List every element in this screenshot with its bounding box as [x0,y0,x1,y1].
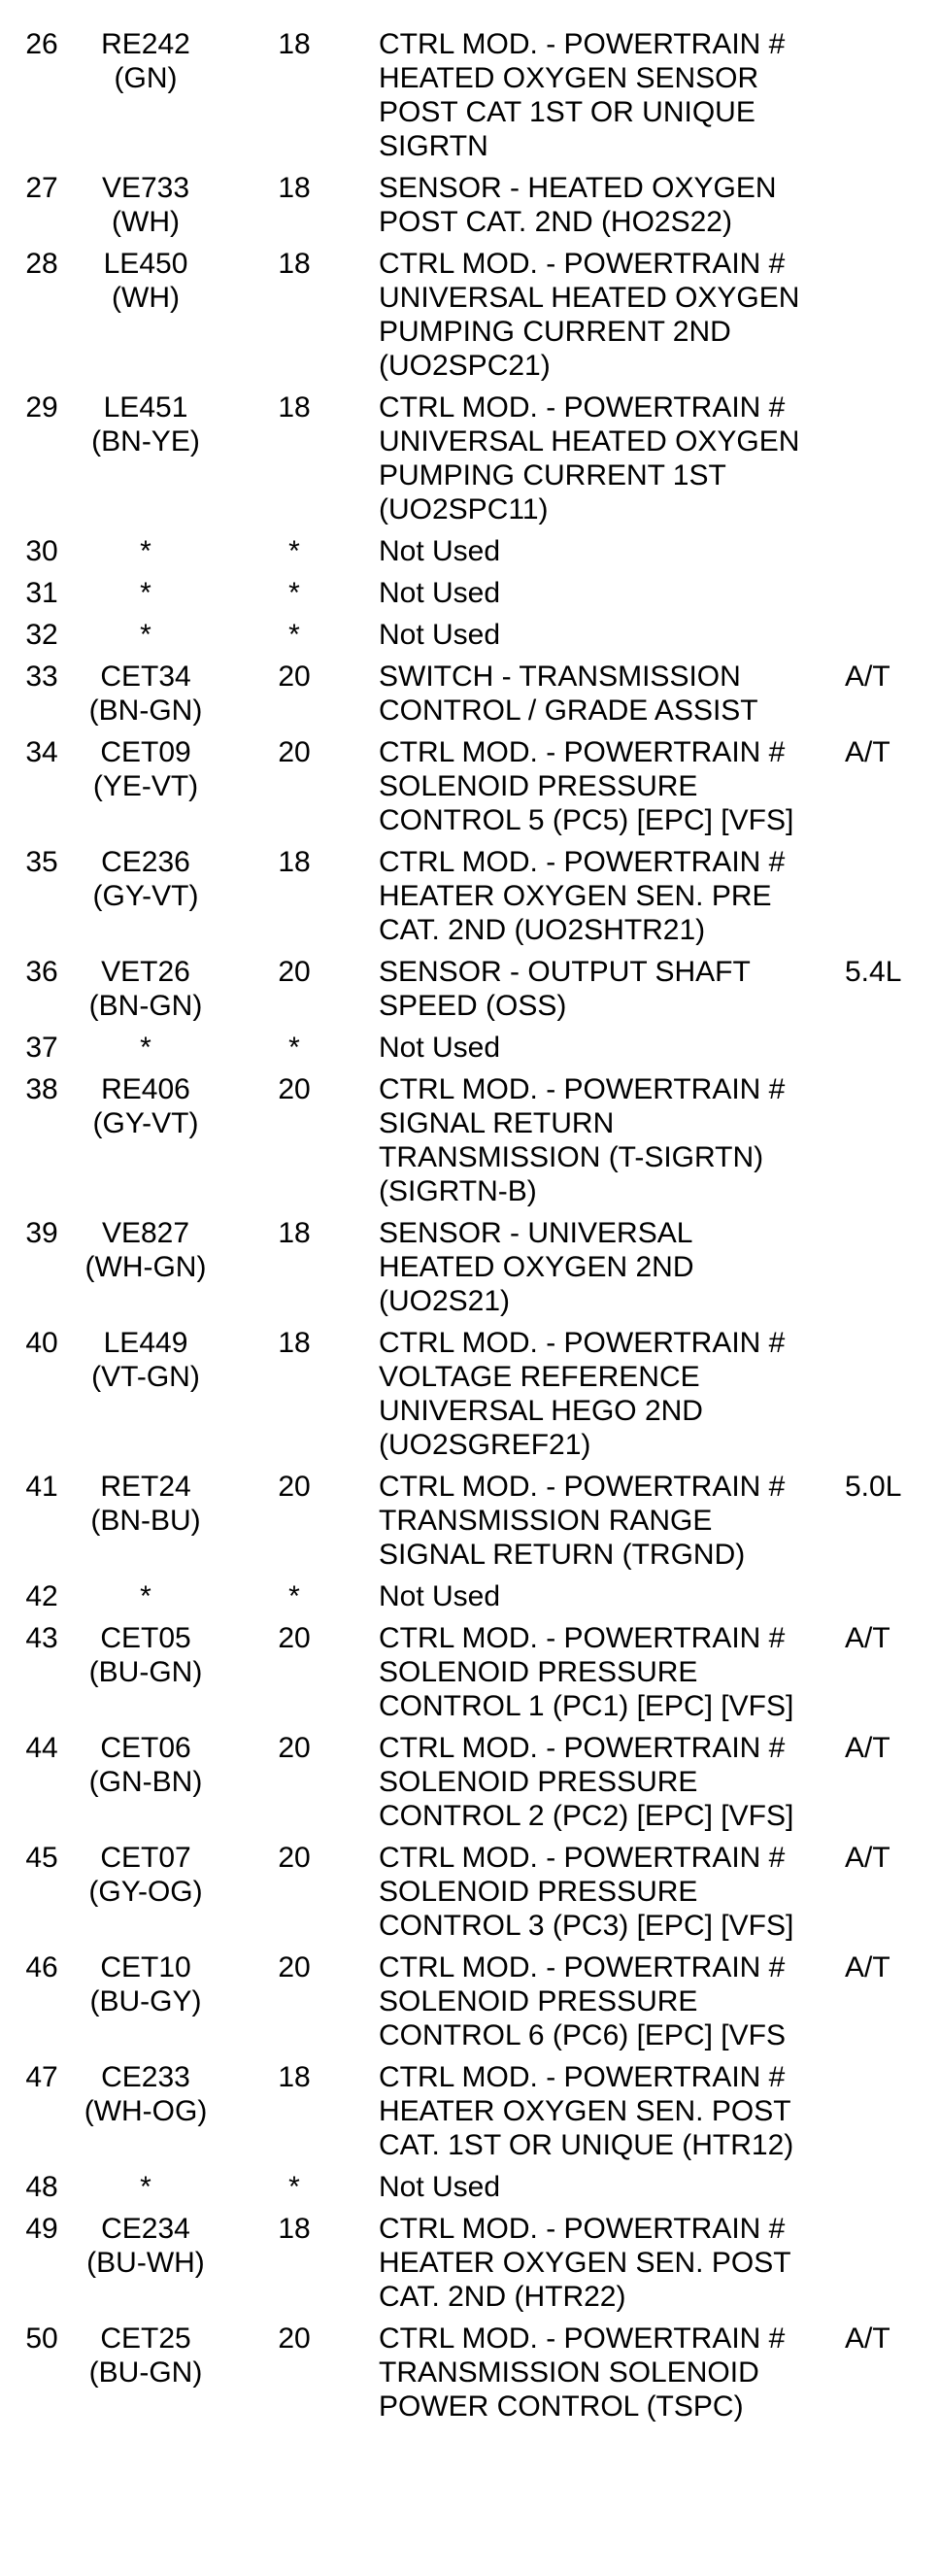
option-note [845,2170,940,2212]
option-note [845,1216,940,1326]
wire-color: (WH) [112,206,180,238]
circuit-id: CE233 [101,2061,190,2093]
circuit-description [367,2170,845,2212]
circuit-description [367,1841,845,1950]
option-note: A/T [845,1732,890,1764]
pin-number: 28 [25,248,58,280]
table-row [0,618,940,660]
wire-gauge: * [288,535,300,567]
circuit-id: * [140,535,151,567]
table-row [0,534,940,576]
table-row [0,2170,940,2212]
wire-color: (BU-WH) [86,2247,205,2279]
description-line: SWITCH - TRANSMISSION [379,661,741,693]
description-line: CTRL MOD. - POWERTRAIN # [379,1471,786,1503]
description-line: CTRL MOD. - POWERTRAIN # [379,2061,786,2093]
circuit-cell [70,1841,221,1950]
circuit-description [367,618,845,660]
description-line: (SIGRTN-B) [379,1175,537,1207]
table-row [0,1579,940,1621]
wire-gauge: 18 [278,391,311,424]
wire-color: (WH-OG) [84,2095,208,2127]
wire-gauge: 18 [278,1327,311,1359]
description-line: SOLENOID PRESSURE [379,1985,698,2017]
description-line: VOLTAGE REFERENCE [379,1361,700,1393]
circuit-description [367,390,845,534]
description-line: CTRL MOD. - POWERTRAIN # [379,1951,786,1983]
table-row [0,1950,940,2060]
circuit-id: * [140,1032,151,1064]
option-note [845,618,940,660]
description-line: POWER CONTROL (TSPC) [379,2390,744,2423]
description-line: CONTROL 6 (PC6) [EPC] [VFS [379,2019,786,2051]
table-row [0,845,940,955]
description-line: HEATER OXYGEN SEN. PRE [379,880,772,912]
circuit-description [367,2322,845,2431]
wire-gauge: * [288,2171,300,2203]
circuit-id: * [140,2171,151,2203]
pin-number: 35 [25,846,58,878]
table-row [0,2212,940,2322]
description-line: UNIVERSAL HEGO 2ND [379,1395,703,1427]
description-line: Not Used [379,1032,501,1064]
wire-gauge: 20 [278,661,311,693]
description-line: SENSOR - UNIVERSAL [379,1217,693,1249]
pin-number: 31 [25,577,58,609]
table-row [0,1731,940,1841]
circuit-description [367,1326,845,1470]
circuit-cell [70,845,221,955]
pin-number: 26 [25,28,58,60]
table-row [0,2060,940,2170]
pin-number: 44 [25,1732,58,1764]
pin-number: 48 [25,2171,58,2203]
option-note [845,576,940,618]
circuit-cell [70,247,221,390]
circuit-description [367,534,845,576]
circuit-cell [70,390,221,534]
circuit-description [367,660,845,735]
wire-gauge: * [288,619,300,651]
circuit-description [367,1579,845,1621]
description-line: HEATER OXYGEN SEN. POST [379,2095,791,2127]
circuit-cell [70,735,221,845]
description-line: SOLENOID PRESSURE [379,1766,698,1798]
description-line: CTRL MOD. - POWERTRAIN # [379,1073,786,1105]
description-line: SIGNAL RETURN (TRGND) [379,1539,746,1571]
circuit-description [367,1216,845,1326]
option-note [845,1326,940,1470]
description-line: CONTROL / GRADE ASSIST [379,695,758,727]
description-line: HEATER OXYGEN SEN. POST [379,2247,791,2279]
description-line: TRANSMISSION RANGE [379,1505,713,1537]
circuit-id: CE236 [101,846,190,878]
circuit-cell [70,1072,221,1216]
description-line: Not Used [379,577,501,609]
option-note [845,2060,940,2170]
circuit-description [367,1731,845,1841]
pin-number: 38 [25,1073,58,1105]
circuit-description [367,2212,845,2322]
description-line: CTRL MOD. - POWERTRAIN # [379,2213,786,2245]
pin-number: 40 [25,1327,58,1359]
wire-color: (BU-GY) [89,1985,202,2017]
pin-number: 36 [25,956,58,988]
circuit-cell [70,0,221,171]
circuit-id: VE827 [101,1217,190,1249]
circuit-description [367,1621,845,1731]
option-note [845,1031,940,1072]
description-line: CTRL MOD. - POWERTRAIN # [379,2322,786,2355]
description-line: CTRL MOD. - POWERTRAIN # [379,1732,786,1764]
table-row [0,1621,940,1731]
option-note [845,390,940,534]
wire-gauge: 20 [278,1471,311,1503]
option-note: A/T [845,1951,890,1983]
description-line: CAT. 2ND (HTR22) [379,2281,626,2313]
pin-number: 37 [25,1032,58,1064]
circuit-cell [70,955,221,1031]
circuit-cell [70,1731,221,1841]
pin-number: 32 [25,619,58,651]
option-note: 5.0L [845,1471,902,1503]
wire-gauge: 20 [278,956,311,988]
option-note [845,534,940,576]
description-line: HEATED OXYGEN SENSOR [379,62,759,94]
wire-color: (BN-GN) [88,695,203,727]
wire-color: (YE-VT) [92,770,199,802]
description-line: SOLENOID PRESSURE [379,770,698,802]
description-line: CTRL MOD. - POWERTRAIN # [379,1327,786,1359]
circuit-id: CET05 [100,1622,191,1654]
option-note [845,2212,940,2322]
wire-color: (BN-YE) [91,425,200,458]
description-line: CTRL MOD. - POWERTRAIN # [379,248,786,280]
circuit-cell [70,2322,221,2431]
table-row [0,1326,940,1470]
description-line: POST CAT 1ST OR UNIQUE [379,96,755,128]
pin-number: 50 [25,2322,58,2355]
circuit-cell [70,1950,221,2060]
description-line: Not Used [379,535,501,567]
option-note [845,1579,940,1621]
circuit-cell [70,534,221,576]
circuit-id: LE449 [103,1327,188,1359]
description-line: CONTROL 1 (PC1) [EPC] [VFS] [379,1690,794,1722]
circuit-description [367,171,845,247]
description-line: CONTROL 5 (PC5) [EPC] [VFS] [379,804,794,836]
description-line: CONTROL 3 (PC3) [EPC] [VFS] [379,1910,794,1942]
pin-number: 49 [25,2213,58,2245]
pin-number: 41 [25,1471,58,1503]
circuit-cell [70,1326,221,1470]
wire-gauge: 18 [278,2213,311,2245]
table-row [0,2322,940,2431]
circuit-description [367,735,845,845]
circuit-cell [70,2212,221,2322]
description-line: (UO2SGREF21) [379,1429,591,1461]
table-row [0,247,940,390]
circuit-description [367,0,845,171]
circuit-cell [70,1031,221,1072]
circuit-cell [70,171,221,247]
table-row [0,735,940,845]
circuit-cell [70,2060,221,2170]
table-row [0,1216,940,1326]
circuit-cell [70,618,221,660]
circuit-id: VET26 [101,956,190,988]
description-line: CAT. 1ST OR UNIQUE (HTR12) [379,2129,794,2161]
circuit-description [367,1950,845,2060]
wire-gauge: 18 [278,846,311,878]
wire-gauge: 20 [278,1842,311,1874]
description-line: CTRL MOD. - POWERTRAIN # [379,28,786,60]
circuit-id: LE451 [103,391,188,424]
option-note: A/T [845,1622,890,1654]
description-line: SENSOR - HEATED OXYGEN [379,172,777,204]
wire-gauge: 18 [278,1217,311,1249]
circuit-description [367,576,845,618]
option-note: A/T [845,736,890,768]
circuit-id: CET09 [100,736,191,768]
table-row [0,171,940,247]
wire-gauge: 18 [278,172,311,204]
wire-gauge: 20 [278,1073,311,1105]
wire-gauge: 20 [278,1951,311,1983]
circuit-id: CET06 [100,1732,191,1764]
description-line: CTRL MOD. - POWERTRAIN # [379,1622,786,1654]
circuit-description [367,845,845,955]
wire-color: (WH-GN) [84,1251,207,1283]
circuit-description [367,1072,845,1216]
description-line: CAT. 2ND (UO2SHTR21) [379,914,706,946]
wire-color: (BN-GN) [88,990,203,1022]
wire-color: (BU-GN) [88,2356,203,2389]
wire-gauge: * [288,1032,300,1064]
description-line: Not Used [379,619,501,651]
circuit-cell [70,1579,221,1621]
wire-color: (GY-OG) [88,1876,203,1908]
option-note: 5.4L [845,956,902,988]
table-row [0,576,940,618]
wire-gauge: * [288,1580,300,1612]
wire-gauge: 20 [278,1732,311,1764]
description-line: PUMPING CURRENT 2ND [379,316,731,348]
circuit-id: * [140,1580,151,1612]
pin-number: 27 [25,172,58,204]
description-line: UNIVERSAL HEATED OXYGEN [379,282,800,314]
table-row [0,390,940,534]
pin-number: 45 [25,1842,58,1874]
wire-color: (GN) [114,62,178,94]
wire-color: (WH) [112,282,180,314]
circuit-cell [70,1216,221,1326]
description-line: SPEED (OSS) [379,990,567,1022]
table-row [0,1031,940,1072]
circuit-id: CET07 [100,1842,191,1874]
wire-gauge: 20 [278,1622,311,1654]
table-row [0,1072,940,1216]
table-row [0,0,940,171]
pin-number: 33 [25,661,58,693]
description-line: CTRL MOD. - POWERTRAIN # [379,736,786,768]
wire-gauge: 20 [278,2322,311,2355]
description-line: (UO2SPC11) [379,493,549,525]
pin-number: 42 [25,1580,58,1612]
option-note [845,0,940,171]
description-line: SENSOR - OUTPUT SHAFT [379,956,751,988]
table-row [0,660,940,735]
pin-number: 46 [25,1951,58,1983]
circuit-id: CET34 [100,661,191,693]
circuit-id: VE733 [101,172,190,204]
circuit-id: LE450 [103,248,188,280]
description-line: CTRL MOD. - POWERTRAIN # [379,391,786,424]
description-line: (UO2SPC21) [379,350,551,382]
description-line: TRANSMISSION SOLENOID [379,2356,759,2389]
description-line: TRANSMISSION (T-SIGRTN) [379,1141,764,1173]
circuit-description [367,955,845,1031]
description-line: SOLENOID PRESSURE [379,1876,698,1908]
description-line: SIGRTN [379,130,488,162]
circuit-description [367,1031,845,1072]
circuit-id: RE406 [101,1073,190,1105]
wire-gauge: 18 [278,248,311,280]
description-line: CONTROL 2 (PC2) [EPC] [VFS] [379,1800,794,1832]
description-line: HEATED OXYGEN 2ND [379,1251,694,1283]
circuit-description [367,2060,845,2170]
option-note [845,247,940,390]
wire-gauge: 18 [278,28,311,60]
option-note: A/T [845,661,890,693]
table-row [0,1470,940,1579]
circuit-id: CET25 [100,2322,191,2355]
pin-number: 30 [25,535,58,567]
description-line: SOLENOID PRESSURE [379,1656,698,1688]
pin-number: 43 [25,1622,58,1654]
description-line: CTRL MOD. - POWERTRAIN # [379,846,786,878]
wire-gauge: 20 [278,736,311,768]
option-note [845,1072,940,1216]
table-row [0,1841,940,1950]
circuit-description [367,1470,845,1579]
circuit-id: CE234 [101,2213,190,2245]
wire-gauge: 18 [278,2061,311,2093]
description-line: SIGNAL RETURN [379,1107,615,1139]
description-line: Not Used [379,1580,501,1612]
option-note [845,845,940,955]
description-line: CTRL MOD. - POWERTRAIN # [379,1842,786,1874]
circuit-id: * [140,577,151,609]
description-line: PUMPING CURRENT 1ST [379,459,726,491]
circuit-id: * [140,619,151,651]
pin-number: 47 [25,2061,58,2093]
circuit-cell [70,1621,221,1731]
pin-number: 39 [25,1217,58,1249]
description-line: UNIVERSAL HEATED OXYGEN [379,425,800,458]
description-line: Not Used [379,2171,501,2203]
wire-color: (VT-GN) [91,1361,200,1393]
wire-gauge: * [288,577,300,609]
wire-color: (GY-VT) [92,1107,199,1139]
pin-number: 29 [25,391,58,424]
table-row [0,955,940,1031]
wire-color: (BU-GN) [88,1656,203,1688]
option-note: A/T [845,2322,890,2355]
circuit-cell [70,660,221,735]
wire-color: (BN-BU) [90,1505,201,1537]
circuit-cell [70,1470,221,1579]
description-line: POST CAT. 2ND (HO2S22) [379,206,732,238]
circuit-cell [70,2170,221,2212]
circuit-id: RE242 [101,28,190,60]
wire-color: (GN-BN) [88,1766,203,1798]
circuit-id: RET24 [100,1471,191,1503]
circuit-description [367,247,845,390]
circuit-cell [70,576,221,618]
circuit-id: CET10 [100,1951,191,1983]
wire-color: (GY-VT) [92,880,199,912]
option-note: A/T [845,1842,890,1874]
pin-number: 34 [25,736,58,768]
description-line: (UO2S21) [379,1285,511,1317]
option-note [845,171,940,247]
